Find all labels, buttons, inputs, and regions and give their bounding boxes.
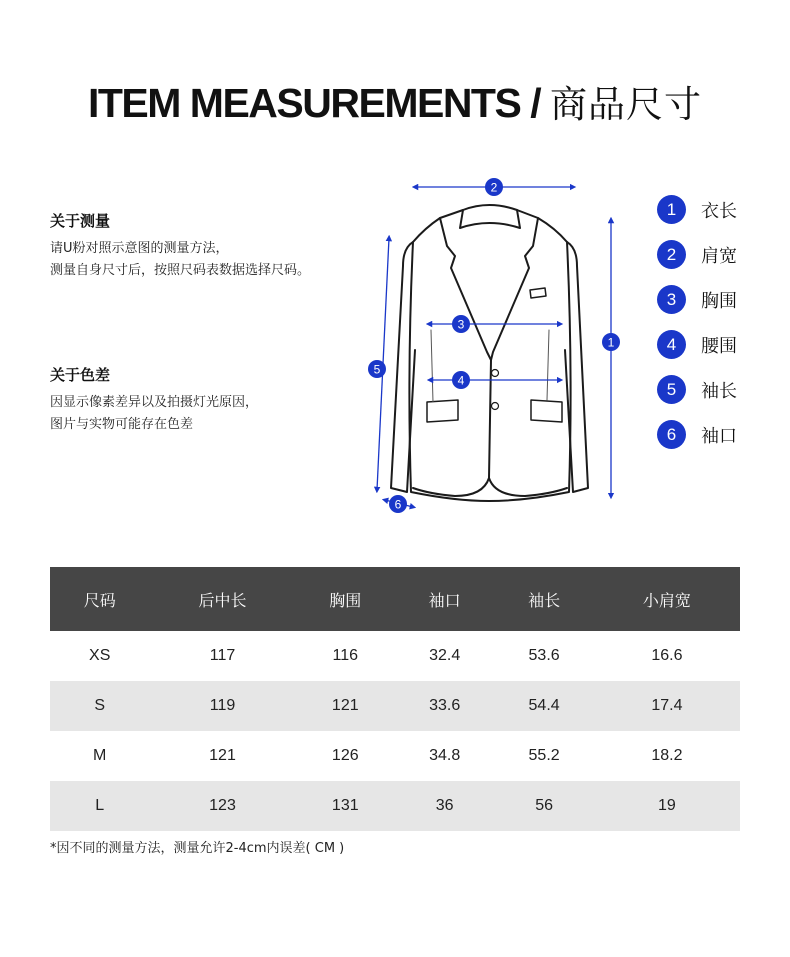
- table-cell: 116: [332, 647, 359, 664]
- legend-number-badge: 1: [657, 195, 686, 224]
- legend-number-badge: 4: [657, 330, 686, 359]
- legend-label: 胸围: [701, 290, 737, 312]
- legend-item-length: [657, 187, 737, 232]
- legend-number-badge: 5: [657, 375, 686, 404]
- color-difference-note-line: 因显示像素差异以及拍摄灯光原因，: [50, 395, 259, 410]
- marker-3: [452, 315, 470, 333]
- table-cell: 121: [209, 747, 236, 764]
- title-chinese: 商品尺寸: [550, 83, 703, 126]
- legend-label: 肩宽: [701, 245, 737, 267]
- measurement-note-heading: 关于测量: [50, 212, 111, 230]
- column-header: 袖口: [395, 567, 494, 631]
- column-header: 胸围: [296, 567, 395, 631]
- table-row: [50, 681, 740, 731]
- table-cell: 117: [209, 647, 236, 664]
- marker-2: [485, 178, 503, 196]
- color-difference-note-line: 图片与实物可能存在色差: [50, 417, 194, 432]
- measurement-legend: [657, 187, 737, 457]
- table-cell: 123: [149, 781, 295, 831]
- column-header: 后中长: [149, 567, 295, 631]
- marker-2-label: 2: [490, 180, 498, 195]
- measurement-note: [50, 210, 310, 282]
- blazer-diagram: [355, 170, 635, 520]
- size-table: [50, 567, 740, 831]
- marker-1: [602, 333, 620, 351]
- marker-5: [368, 360, 386, 378]
- table-cell: 33.6: [395, 681, 494, 731]
- legend-label: 袖口: [701, 425, 737, 447]
- legend-item-chest: [657, 277, 737, 322]
- column-header: 尺码: [50, 567, 149, 631]
- marker-4-label: 4: [457, 373, 465, 388]
- table-cell: 54.4: [494, 681, 593, 731]
- marker-4: [452, 371, 470, 389]
- footnote: *因不同的测量方法，测量允许2-4cm内误差( CM ): [50, 841, 345, 856]
- table-cell: M: [93, 747, 107, 764]
- table-row: [50, 731, 740, 781]
- table-cell: 55.2: [528, 747, 560, 764]
- legend-item-shoulder: [657, 232, 737, 277]
- legend-item-sleeve: [657, 367, 737, 412]
- measurement-lines: [377, 187, 611, 507]
- color-difference-note-heading: 关于色差: [50, 366, 111, 384]
- table-cell: 131: [296, 781, 395, 831]
- table-row: [50, 781, 740, 831]
- title-main: ITEM MEASUREMENTS: [87, 80, 521, 126]
- color-difference-note: [50, 364, 258, 436]
- column-header: 袖长: [494, 567, 593, 631]
- table-cell: 32.4: [429, 647, 461, 664]
- table-cell: 34.8: [429, 747, 461, 764]
- legend-label: 袖长: [701, 380, 737, 402]
- table-cell: 17.4: [594, 681, 740, 731]
- table-cell: 36: [395, 781, 494, 831]
- table-cell: L: [50, 781, 149, 831]
- legend-number-badge: 2: [657, 240, 686, 269]
- table-cell: 53.6: [528, 647, 560, 664]
- legend-number-badge: 6: [657, 420, 686, 449]
- table-cell: 56: [494, 781, 593, 831]
- title-separator: /: [520, 80, 551, 126]
- table-cell: S: [50, 681, 149, 731]
- table-cell: 121: [296, 681, 395, 731]
- measurement-note-line: 测量自身尺寸后，按照尺码表数据选择尺码。: [50, 263, 311, 278]
- legend-label: 衣长: [701, 200, 737, 222]
- marker-6: [389, 495, 407, 513]
- marker-1-label: 1: [607, 335, 615, 350]
- marker-5-label: 5: [373, 362, 381, 377]
- table-cell: 126: [331, 747, 359, 764]
- table-cell: 16.6: [651, 647, 683, 664]
- legend-number-badge: 3: [657, 285, 686, 314]
- blazer-outline: [391, 205, 588, 501]
- measurement-note-line: 请U粉对照示意图的测量方法，: [50, 241, 229, 256]
- marker-6-label: 6: [394, 497, 402, 512]
- legend-item-cuff: [657, 412, 737, 457]
- table-cell: XS: [89, 647, 111, 664]
- table-row: [50, 631, 740, 681]
- legend-label: 腰围: [701, 335, 737, 357]
- table-cell: 18.2: [651, 747, 683, 764]
- table-cell: 119: [149, 681, 295, 731]
- legend-item-waist: [657, 322, 737, 367]
- page-title: [0, 74, 790, 128]
- table-cell: 19: [594, 781, 740, 831]
- column-header: 小肩宽: [594, 567, 740, 631]
- marker-3-label: 3: [457, 317, 465, 332]
- table-header-row: [50, 567, 740, 631]
